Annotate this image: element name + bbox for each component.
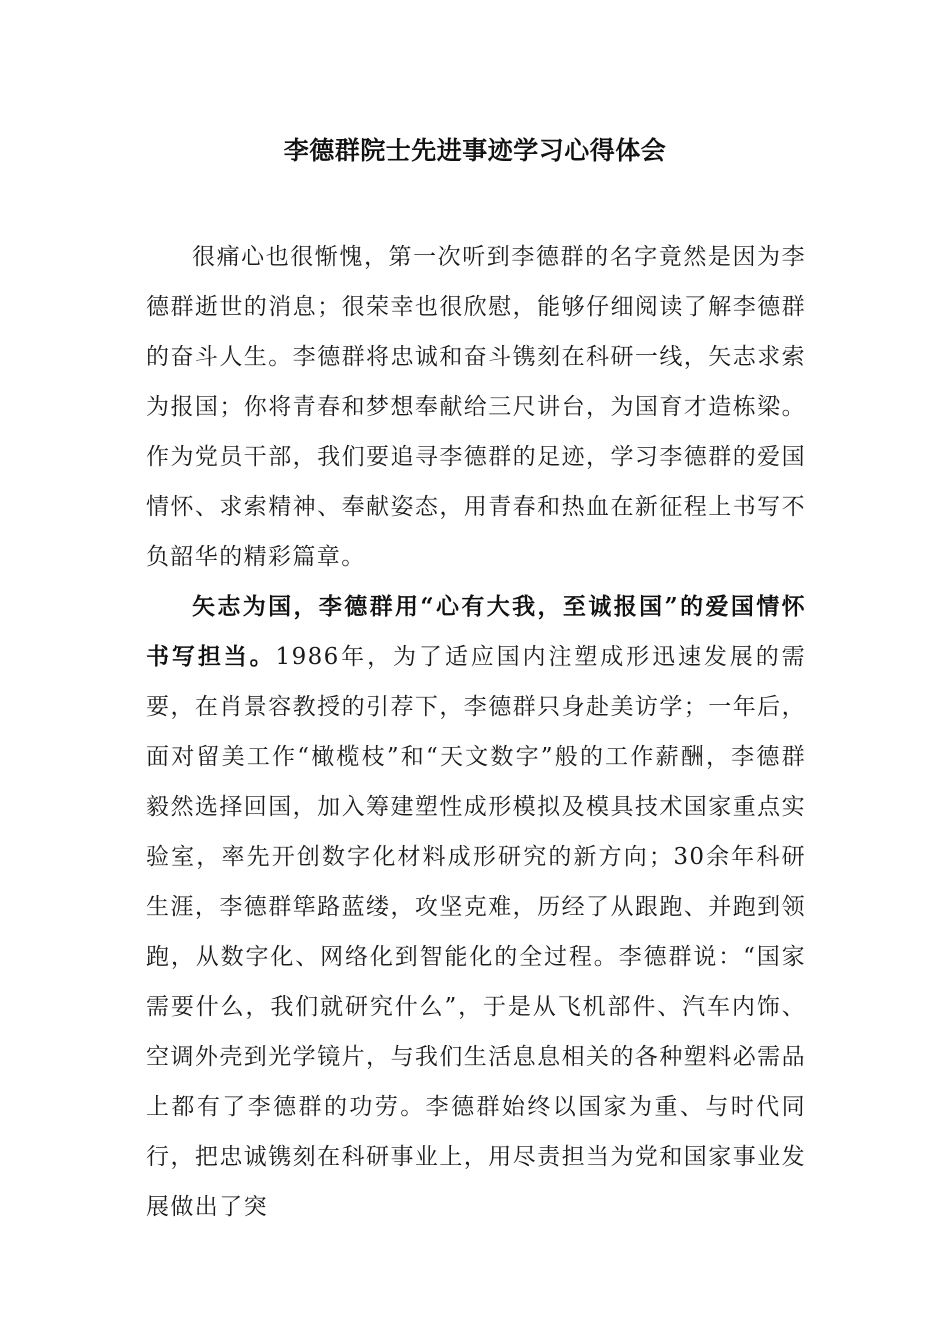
paragraph-2-text: 1986年，为了适应国内注塑成形迅速发展的需要，在肖景容教授的引荐下，李德群只身赴美访学；一年后，面对留美工作“橄榄枝”和“天文数字”般的工作薪酬，李德群毅然选择回国，加入筹建塑性成形模拟及模具技术国家重点实验室，率先开创数字化材料成形研究的新方向；30余年科研生涯，李德群筚路蓝缕，攻坚克难，历经了从跟跑、并跑到领跑，从数字化、网络化到智能化的全过程。李德群说：“国家需要什么，我们就研究什么”，于是从飞机部件、汽车内饰、空调外壳到光学镜片，与我们生活息息相关的各种塑料必需品上都有了李德群的功劳。李德群始终以国家为重、与时代同行，把忠诚镌刻在科研事业上，用尽责担当为党和国家事业发展做出了突 (146, 644, 807, 1220)
paragraph-2 (146, 582, 806, 1232)
paragraph-2-bold-lead: 矢志为国，李德群用“心有大我，至诚报国”的爱国情怀书写担当。 (146, 593, 806, 670)
paragraph-1 (146, 232, 806, 582)
document-title: 李德群院士先进事迹学习心得体会 (283, 136, 667, 165)
document-body (146, 232, 806, 1232)
paragraph-1-text: 很痛心也很惭愧，第一次听到李德群的名字竟然是因为李德群逝世的消息；很荣幸也很欣慰，能够仔细阅读了解李德群的奋斗人生。李德群将忠诚和奋斗镌刻在科研一线，矢志求索为报国；你将青春和梦想奉献给三尺讲台，为国育才造栋梁。作为党员干部，我们要追寻李德群的足迹，学习李德群的爱国情怀、求索精神、奉献姿态，用青春和热血在新征程上书写不负韶华的精彩篇章。 (146, 244, 806, 570)
